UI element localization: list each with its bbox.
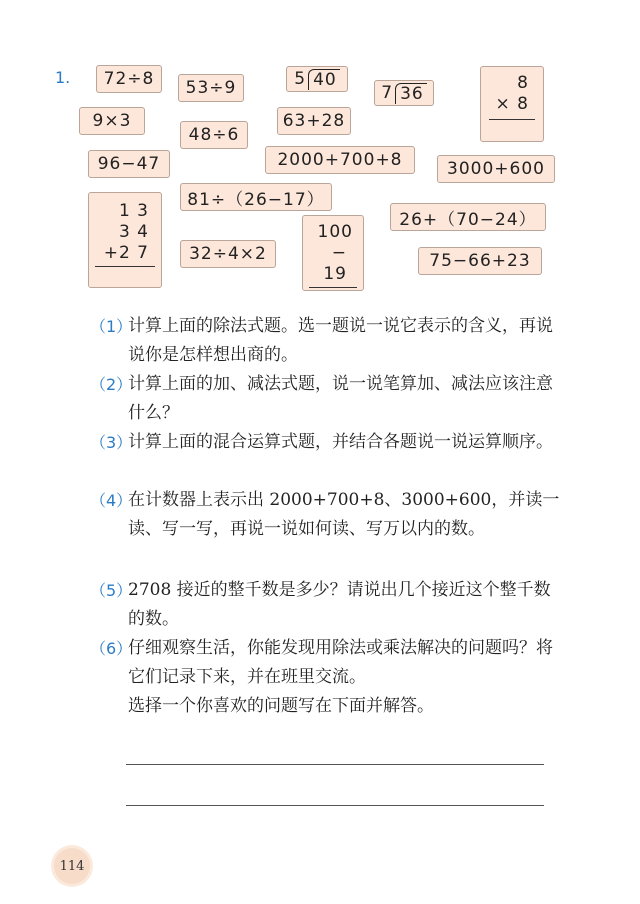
long-division xyxy=(294,69,339,90)
expr-text: 72÷8 xyxy=(103,69,155,89)
question-item xyxy=(90,312,560,370)
question-num: （2） xyxy=(90,375,133,394)
answer-line[interactable] xyxy=(126,805,544,806)
answer-line[interactable] xyxy=(126,764,544,765)
question-text: 计算上面的混合运算式题，并结合各题说一说运算顺序。 xyxy=(128,432,553,452)
question-item xyxy=(90,634,560,692)
vertical-subtraction-card xyxy=(302,215,364,291)
expr-text: 9×3 xyxy=(92,111,132,131)
expr-text: 96−47 xyxy=(97,154,161,174)
question-num: （6） xyxy=(90,639,133,658)
dividend: 36 xyxy=(395,83,427,104)
expr-card xyxy=(88,150,170,178)
expr-card xyxy=(390,203,546,231)
expr-card xyxy=(437,155,555,183)
expr-text: 3000+600 xyxy=(447,159,545,179)
expr-text: 48÷6 xyxy=(188,125,240,145)
long-division-card xyxy=(374,80,434,106)
question-num: （3） xyxy=(90,433,133,452)
operand-bottom: × 8 xyxy=(495,94,529,114)
long-division-card xyxy=(286,66,348,92)
long-division xyxy=(381,83,426,104)
expr-card xyxy=(79,107,145,135)
question-text: 在计数器上表示出 2000+700+8、3000+600，并读一读、写一写，再说一说如何读、写万以内的数。 xyxy=(128,490,560,539)
expr-text: 2000+700+8 xyxy=(277,150,403,170)
instruction xyxy=(90,692,560,721)
minuend: 100 xyxy=(317,222,353,242)
question-item xyxy=(90,428,560,457)
vertical-addition-card xyxy=(88,192,162,288)
question-num: （5） xyxy=(90,581,133,600)
page-number: 114 xyxy=(59,858,85,874)
expr-text: 81÷（26−17） xyxy=(187,189,325,210)
question-item xyxy=(90,576,560,634)
divisor: 5 xyxy=(294,68,307,89)
expr-text: 26+（70−24） xyxy=(399,209,537,230)
question-text: 计算上面的加、减法式题，说一说笔算加、减法应该注意什么？ xyxy=(128,374,553,423)
question-item xyxy=(90,486,560,544)
addend-2: 3 4 xyxy=(118,222,149,242)
expr-card xyxy=(180,183,332,211)
addend-3: +2 7 xyxy=(103,243,149,263)
expr-card xyxy=(277,107,351,135)
expr-text: 75−66+23 xyxy=(429,251,531,271)
expr-card xyxy=(96,65,162,93)
question-text: 仔细观察生活，你能发现用除法或乘法解决的问题吗？将它们记录下来，并在班里交流。 xyxy=(128,638,553,687)
dividend: 40 xyxy=(308,69,340,90)
expr-card xyxy=(180,121,248,149)
question-num: （1） xyxy=(90,317,133,336)
question-num: （4） xyxy=(90,491,133,510)
operand-top: 8 xyxy=(517,73,529,93)
expr-card xyxy=(180,240,276,268)
question-number: 1. xyxy=(55,68,71,87)
instruction-text: 选择一个你喜欢的问题写在下面并解答。 xyxy=(128,696,434,716)
result-line xyxy=(489,119,535,120)
question-text: 计算上面的除法式题。选一题说一说它表示的含义，再说说你是怎样想出商的。 xyxy=(128,316,553,365)
addend-1: 1 3 xyxy=(118,201,149,221)
expr-card xyxy=(265,146,415,174)
expr-card xyxy=(418,247,542,275)
divisor: 7 xyxy=(381,82,394,103)
question-item xyxy=(90,370,560,428)
expr-card xyxy=(178,74,244,102)
expr-text: 32÷4×2 xyxy=(189,244,267,264)
question-text: 2708 接近的整千数是多少？请说出几个接近这个整千数的数。 xyxy=(128,580,551,629)
page-number-badge xyxy=(54,848,90,884)
vertical-multiplication-card xyxy=(480,66,544,142)
subtrahend: − 19 xyxy=(309,243,357,288)
result-line xyxy=(95,266,155,267)
expr-text: 63+28 xyxy=(282,111,346,131)
expr-text: 53÷9 xyxy=(185,78,237,98)
